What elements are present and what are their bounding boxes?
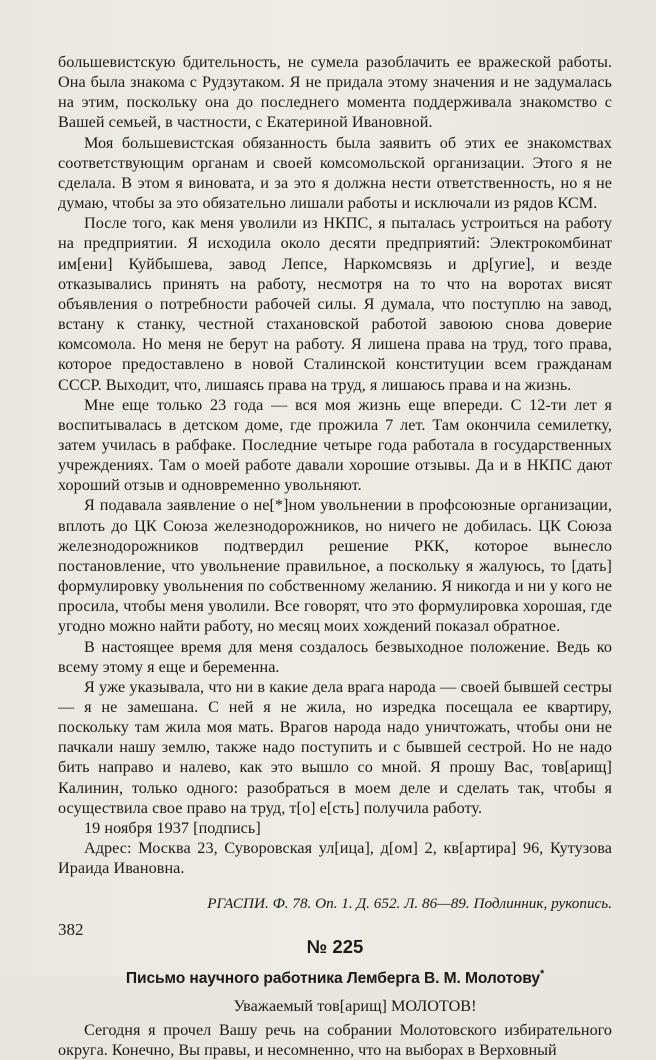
- address: Адрес: Москва 23, Суворовская ул[ица], д[ом] 2, кв[артира] 96, Кутузова Ираида Ивановна.: [58, 839, 612, 878]
- document-title-text: Письмо научного работника Лемберга В. М. Молотову: [125, 970, 540, 988]
- paragraph: большевистскую бдительность, не сумела разоблачить ее вражеской работы. Она была знакома с Рудзутаком. Я не придала этому значения и не задумалась на этим, поскольку она до последнего момента поддерживала знакомство с Вашей семьей, в частности, с Екатериной Ивановной.: [58, 53, 612, 132]
- letter-continuation: [58, 52, 612, 878]
- paragraph: Я подавала заявление о не[*]ном увольнении в профсоюзные организации, вплоть до ЦК Союза железнодорожников, но ничего не добилась. ЦК Союза железнодорожников подтвердил решение РКК, которое вынесло постановление, что увольнение правильное, а поскольку я жалуюсь, то [дать] формулировку увольнения по собственному желанию. Я никогда и ни у кого не просила, чтобы меня уволили. Все говорят, что это формулировка хорошая, где угодно можно найти работу, но месяц моих хождений показал обратное.: [58, 496, 612, 636]
- paragraph: В настоящее время для меня создалось безвыходное положение. Ведь ко всему этому я еще и беременна.: [58, 637, 612, 676]
- paragraph: Я уже указывала, что ни в какие дела врага народа — своей бывшей сестры — я не замешана. С ней я не жила, но изредка посещала ее квартиру, поскольку там жила моя мать. Врагов народа надо уничтожать, чтобы они не пачкали нашу землю, также надо поступить и с бывшей сестрой. Но не надо бить направо и налево, как это вышло со мной. Я прошу Вас, тов[арищ] Калинин, только одного: разобраться в моем деле и сделать так, чтобы я осуществила свое право на труд, т[о] е[сть] получила работу.: [58, 677, 612, 817]
- paragraph: Моя большевистская обязанность была заявить об этих ее знакомствах соответствующим органам и своей комсомольской организации. Этого я не сделала. В этом я виновата, и за это я должна нести ответственность, но я не думаю, чтобы за это обязательно лишали работы и исключали из рядов КСМ.: [58, 133, 612, 213]
- paragraph: После того, как меня уволили из НКПС, я пыталась устроиться на работу на предприятии. Я исходила около десяти предприятий: Электрокомбинат им[ени] Куйбышева, завод Лепсе, Наркомсвязь и др[угие], и везде отказывались принять на работу, несмотря на то что на воротах висят объявления о потребности рабочей силы. Я думала, что поступлю на завод, встану к станку, честной стахановской работой завоюю снова доверие комсомола. Но меня не берут на работу. Я лишена права на труд, того права, которое предоставлено в новой Сталинской конституции всем гражданам СССР. Выходит, что, лишаясь права на труд, я лишаюсь права и на жизнь.: [58, 214, 612, 394]
- salutation: Уважаемый тов[арищ] МОЛОТОВ!: [233, 996, 477, 1015]
- letter-body: [58, 1020, 612, 1060]
- page-number: 382: [58, 920, 84, 939]
- paragraph: Сегодня я прочел Вашу речь на собрании Молотовского избирательного округа. Конечно, Вы правы, и несомненно, что на выборах в Верховный: [58, 1020, 612, 1059]
- date-signature: 19 ноября 1937 [подпись]: [84, 818, 261, 837]
- paragraph: Мне еще только 23 года — вся моя жизнь еще впереди. С 12-ти лет я воспитывалась в детском доме, где прожила 7 лет. Там окончила семилетку, затем училась в рабфаке. Последние четыре года работала в государственных учреждениях. Там о моей работе давали хорошие отзывы. Да и в НКПС дают хороший отзыв и одновременно увольняют.: [58, 395, 612, 495]
- document-title: [58, 964, 612, 989]
- archive-source: РГАСПИ. Ф. 78. Оп. 1. Д. 652. Л. 86—89. Подлинник, рукопись.: [207, 895, 612, 913]
- document-number: № 225: [306, 936, 364, 958]
- footnote-mark: *: [539, 968, 545, 981]
